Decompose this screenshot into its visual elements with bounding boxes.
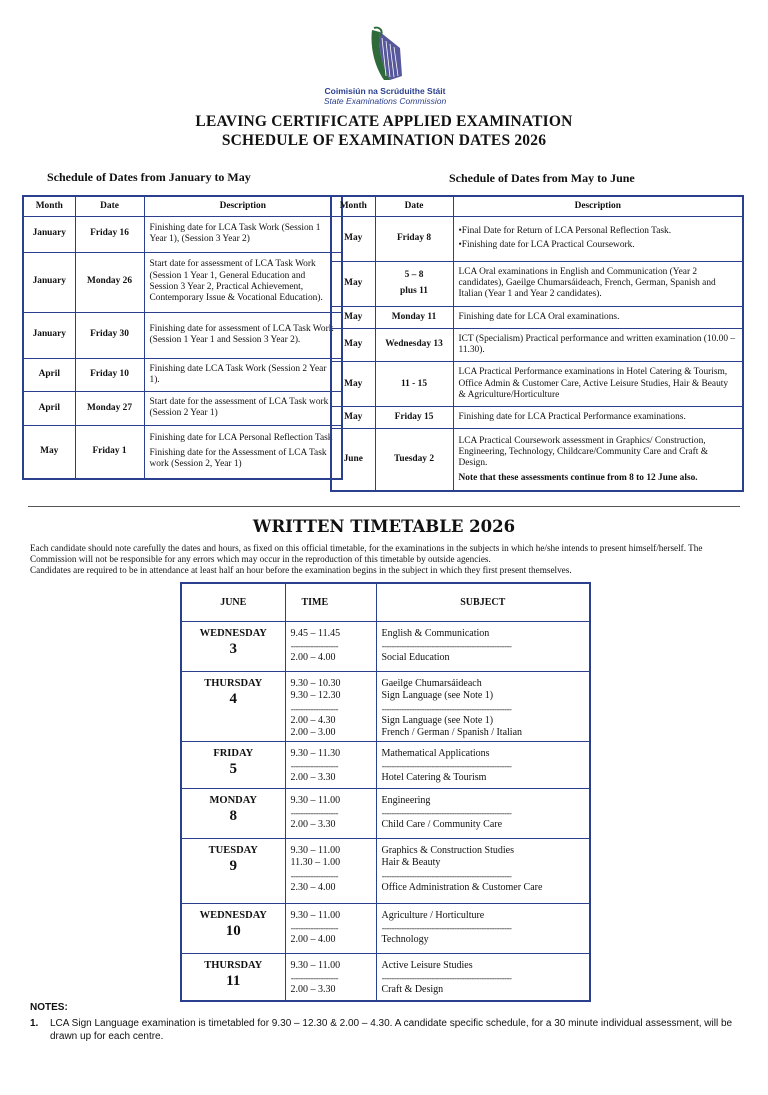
subject-name: Gaeilge Chumarsáideach xyxy=(381,677,482,689)
day-number: 11 xyxy=(226,972,241,989)
written-timetable-title: WRITTEN TIMETABLE 2026 xyxy=(252,517,516,536)
day-name: FRIDAY xyxy=(213,747,254,759)
dash-separator: ------------------- xyxy=(290,703,338,714)
description-cell xyxy=(144,312,342,358)
day-name: MONDAY xyxy=(209,794,257,806)
schedule-row xyxy=(331,328,743,362)
description-cell xyxy=(144,252,342,312)
month-cell: May xyxy=(331,407,375,429)
schedule-table-jan-may xyxy=(22,195,343,480)
col-header-description: Description xyxy=(144,196,342,216)
date-text: Friday 10 xyxy=(90,369,129,380)
col-header-subject: SUBJECT xyxy=(376,583,590,621)
subject-name: Hair & Beauty xyxy=(381,857,441,868)
dash-separator: ---------------------------------------------------- xyxy=(381,808,512,818)
description-text: LCA Practical Coursework assessment in Graphics/ Construction, Engineering, Technology, Childcare/Community Care and Craft & Design. xyxy=(458,435,709,469)
org-name-english: State Examinations Commission xyxy=(323,96,447,106)
time-slot: 9.45 – 11.45 xyxy=(290,627,341,639)
dash-separator: ------------------- xyxy=(290,973,338,983)
schedule-row xyxy=(23,425,342,479)
subject-name: Craft & Design xyxy=(381,984,444,995)
day-name: WEDNESDAY xyxy=(199,909,267,921)
month-cell: June xyxy=(331,429,375,491)
col-header-month: Month xyxy=(331,196,375,216)
timetable-row xyxy=(181,741,590,788)
description-text: Finishing date LCA Task Work (Session 2 Year 1). xyxy=(149,363,327,385)
subject-name: Active Leisure Studies xyxy=(381,959,473,971)
dash-separator: ---------------------------------------------------- xyxy=(381,870,512,881)
date-text: Friday 8 xyxy=(396,232,432,243)
subject-name: English & Communication xyxy=(381,627,490,639)
timetable-row xyxy=(181,621,590,671)
day-cell xyxy=(181,903,285,953)
subject-name: Social Education xyxy=(381,652,450,663)
subject-name: Sign Language (see Note 1) xyxy=(381,690,494,701)
time-slot: 2.00 – 4.00 xyxy=(290,934,336,945)
date-cell xyxy=(375,362,453,407)
subject-name: Sign Language (see Note 1) xyxy=(381,714,494,726)
day-number: 9 xyxy=(229,857,237,874)
time-cell xyxy=(285,621,376,671)
month-cell: May xyxy=(331,328,375,362)
intro-paragraph: Each candidate should note carefully the dates and hours, as fixed on this official timetable, for the examinations in the subjects in which he/she intends to present himself/herself. The Commission will not be responsible for any errors which may occur in the reproduction of this timetable by outside agencies. xyxy=(30,543,703,565)
subject-cell xyxy=(376,953,590,1001)
time-cell xyxy=(285,953,376,1001)
time-cell xyxy=(285,741,376,788)
description-cell xyxy=(453,306,743,328)
time-slot: 2.00 – 3.30 xyxy=(290,984,336,995)
description-cell xyxy=(453,407,743,429)
description-cell xyxy=(144,358,342,392)
notes-heading: NOTES: xyxy=(30,1002,68,1013)
day-number: 8 xyxy=(229,807,237,824)
col-header-time: TIME xyxy=(285,583,376,621)
day-number: 10 xyxy=(225,922,241,939)
schedule-row xyxy=(331,362,743,407)
day-number: 4 xyxy=(229,690,237,707)
timetable-row xyxy=(181,838,590,903)
month-cell: May xyxy=(331,216,375,261)
time-slot: 9.30 – 12.30 xyxy=(290,690,341,701)
date-text: Friday 16 xyxy=(90,228,129,239)
day-name: THURSDAY xyxy=(204,677,263,689)
schedule-row xyxy=(23,216,342,252)
day-cell xyxy=(181,838,285,903)
date-cell xyxy=(375,216,453,261)
time-slot: 11.30 – 1.00 xyxy=(290,857,341,868)
date-text: Friday 1 xyxy=(92,446,127,457)
day-name: THURSDAY xyxy=(204,959,263,971)
time-slot: 9.30 – 11.00 xyxy=(290,794,341,806)
date-text: Monday 11 xyxy=(391,311,437,322)
note-text: LCA Sign Language examination is timetabled for 9.30 – 12.30 & 2.00 – 4.30. A candidate specific schedule, for a 30 minute individual assessment, will be drawn up for each centre. xyxy=(50,1018,733,1042)
description-cell xyxy=(453,429,743,491)
subject-cell xyxy=(376,903,590,953)
month-cell: May xyxy=(331,261,375,306)
time-slot: 2.00 – 3.30 xyxy=(290,772,336,783)
timetable-intro xyxy=(30,543,740,577)
col-header-month: Month xyxy=(23,196,75,216)
schedule-row xyxy=(331,429,743,491)
dash-separator: ------------------- xyxy=(290,923,338,933)
subject-cell xyxy=(376,621,590,671)
schedule-row xyxy=(331,261,743,306)
date-text: Friday 15 xyxy=(394,412,434,423)
dash-separator: ---------------------------------------------------- xyxy=(381,641,512,651)
description-text: Finishing date for LCA Task Work (Session 1 Year 1), (Session 3 Year 2) xyxy=(149,222,321,244)
right-schedule-heading: Schedule of Dates from May to June xyxy=(449,171,635,185)
description-note: Note that these assessments continue from 8 to 12 June also. xyxy=(458,472,698,483)
subject-name: Agriculture / Horticulture xyxy=(381,909,485,921)
description-text: Finishing date for LCA Personal Reflection Task xyxy=(149,433,333,444)
month-cell: May xyxy=(331,362,375,407)
description-text: •Final Date for Return of LCA Personal Reflection Task. xyxy=(458,225,672,236)
month-cell: January xyxy=(23,252,75,312)
day-cell xyxy=(181,671,285,741)
day-cell xyxy=(181,621,285,671)
day-cell xyxy=(181,788,285,838)
date-cell xyxy=(375,429,453,491)
date-cell xyxy=(75,216,144,252)
date-cell xyxy=(75,312,144,358)
subject-name: Graphics & Construction Studies xyxy=(381,844,514,856)
description-cell xyxy=(144,392,342,426)
time-cell xyxy=(285,671,376,741)
dash-separator: ------------------- xyxy=(290,870,338,881)
left-schedule-heading: Schedule of Dates from January to May xyxy=(47,170,251,184)
date-cell xyxy=(375,261,453,306)
description-cell xyxy=(453,261,743,306)
description-text: Finishing date for assessment of LCA Task Work (Session 1 Year 1 and Session 3 Year 2). xyxy=(149,323,334,345)
date-cell xyxy=(75,392,144,426)
day-name: TUESDAY xyxy=(208,844,258,856)
section-divider xyxy=(28,506,740,507)
subject-name: Child Care / Community Care xyxy=(381,819,503,830)
col-header-date: Date xyxy=(375,196,453,216)
schedule-row xyxy=(331,306,743,328)
subject-name: Office Administration & Customer Care xyxy=(381,881,543,893)
date-text: 5 – 8 xyxy=(404,270,424,281)
time-slot: 2.00 – 3.00 xyxy=(290,727,336,738)
date-text: 11 - 15 xyxy=(400,378,428,389)
month-cell: January xyxy=(23,312,75,358)
schedule-row xyxy=(331,216,743,261)
description-text: Finishing date for the Assessment of LCA Task work (Session 2, Year 1) xyxy=(149,447,327,470)
date-cell xyxy=(75,425,144,479)
date-text: Monday 27 xyxy=(86,402,133,413)
subject-cell xyxy=(376,671,590,741)
schedule-row xyxy=(23,312,342,358)
schedule-row xyxy=(23,358,342,392)
subject-cell xyxy=(376,788,590,838)
timetable-row xyxy=(181,903,590,953)
subject-cell xyxy=(376,741,590,788)
time-slot: 2.00 – 3.30 xyxy=(290,819,336,830)
month-cell: January xyxy=(23,216,75,252)
description-text: Start date for the assessment of LCA Task work (Session 2 Year 1) xyxy=(149,397,329,419)
note-number: 1. xyxy=(30,1018,39,1029)
date-text: Wednesday 13 xyxy=(385,339,443,350)
col-header-description: Description xyxy=(453,196,743,216)
dash-separator: ---------------------------------------------------- xyxy=(381,923,512,933)
date-cell xyxy=(375,407,453,429)
month-cell: May xyxy=(331,306,375,328)
document-title: LEAVING CERTIFICATE APPLIED EXAMINATION xyxy=(195,113,573,130)
description-text: Finishing date for LCA Practical Performance examinations. xyxy=(458,412,686,423)
timetable-row xyxy=(181,671,590,741)
month-cell: April xyxy=(23,358,75,392)
document-subtitle: SCHEDULE OF EXAMINATION DATES 2026 xyxy=(221,132,547,149)
day-name: WEDNESDAY xyxy=(199,627,267,639)
written-timetable xyxy=(180,582,591,1002)
description-text: Finishing date for LCA Oral examinations. xyxy=(458,311,620,322)
org-name-irish: Coimisiún na Scrúduithe Stáit xyxy=(324,86,446,96)
subject-cell xyxy=(376,838,590,903)
timetable-row xyxy=(181,788,590,838)
subject-name: French / German / Spanish / Italian xyxy=(381,727,523,738)
schedule-row xyxy=(23,392,342,426)
time-cell xyxy=(285,838,376,903)
day-cell xyxy=(181,741,285,788)
date-cell xyxy=(375,328,453,362)
description-cell xyxy=(144,425,342,479)
description-text: Start date for assessment of LCA Task Work (Session 1 Year 1, General Education and Session 3 Year 2, Practical Achievement, Contemporary Issue & Vocational Education). xyxy=(149,259,323,304)
subject-name: Engineering xyxy=(381,794,431,806)
col-header-june: JUNE xyxy=(181,583,285,621)
time-cell xyxy=(285,788,376,838)
description-cell xyxy=(453,362,743,407)
time-slot: 2.30 – 4.00 xyxy=(290,881,336,893)
description-cell xyxy=(453,328,743,362)
subject-name: Technology xyxy=(381,934,429,945)
month-cell: April xyxy=(23,392,75,426)
dash-separator: ---------------------------------------------------- xyxy=(381,973,512,983)
description-text: ICT (Specialism) Practical performance and written examination (10.00 – 11.30). xyxy=(458,333,736,356)
subject-name: Mathematical Applications xyxy=(381,747,490,759)
intro-paragraph: Candidates are required to be in attendance at least half an hour before the examination begins in the subject in which they first present themselves. xyxy=(30,565,572,576)
date-text: Monday 26 xyxy=(86,276,133,287)
schedule-row xyxy=(331,407,743,429)
time-cell xyxy=(285,903,376,953)
date-cell xyxy=(75,252,144,312)
time-slot: 2.00 – 4.30 xyxy=(290,714,336,726)
time-slot: 2.00 – 4.00 xyxy=(290,652,336,663)
time-slot: 9.30 – 11.00 xyxy=(290,844,341,856)
dash-separator: ------------------- xyxy=(290,641,338,651)
note-item xyxy=(30,1017,742,1043)
time-slot: 9.30 – 11.00 xyxy=(290,909,341,921)
sec-logo xyxy=(318,26,452,106)
schedule-row xyxy=(23,252,342,312)
day-number: 3 xyxy=(229,640,237,657)
dash-separator: ---------------------------------------------------- xyxy=(381,761,512,771)
timetable-row xyxy=(181,953,590,1001)
harp-logo-icon xyxy=(360,26,410,84)
day-number: 5 xyxy=(229,760,237,777)
time-slot: 9.30 – 11.30 xyxy=(290,747,341,759)
date-text: Friday 30 xyxy=(90,329,129,340)
date-cell xyxy=(375,306,453,328)
dash-separator: ------------------- xyxy=(290,761,338,771)
date-cell xyxy=(75,358,144,392)
dash-separator: ------------------- xyxy=(290,808,338,818)
subject-name: Hotel Catering & Tourism xyxy=(381,772,487,783)
description-cell xyxy=(453,216,743,261)
description-text: LCA Oral examinations in English and Communication (Year 2 candidates), Gaeilge Chumarsáideach, French, German, Spanish and Italian (Year 1 and Year 2 candidates). xyxy=(458,266,716,300)
description-text: LCA Practical Performance examinations in Hotel Catering & Tourism, Office Admin & Customer Care, Active Leisure Studies, Hair & Beauty & Agriculture/Horticulture xyxy=(458,367,729,400)
month-cell: May xyxy=(23,425,75,479)
date-text: plus 11 xyxy=(400,285,428,296)
description-cell xyxy=(144,216,342,252)
schedule-table-may-jun xyxy=(330,195,744,492)
description-text: •Finishing date for LCA Practical Coursework. xyxy=(458,240,635,250)
date-text: Tuesday 2 xyxy=(393,454,435,465)
dash-separator: ---------------------------------------------------- xyxy=(381,703,512,714)
notes-section xyxy=(30,1001,742,1043)
day-cell xyxy=(181,953,285,1001)
time-slot: 9.30 – 11.00 xyxy=(290,959,341,971)
col-header-date: Date xyxy=(75,196,144,216)
time-slot: 9.30 – 10.30 xyxy=(290,677,341,689)
